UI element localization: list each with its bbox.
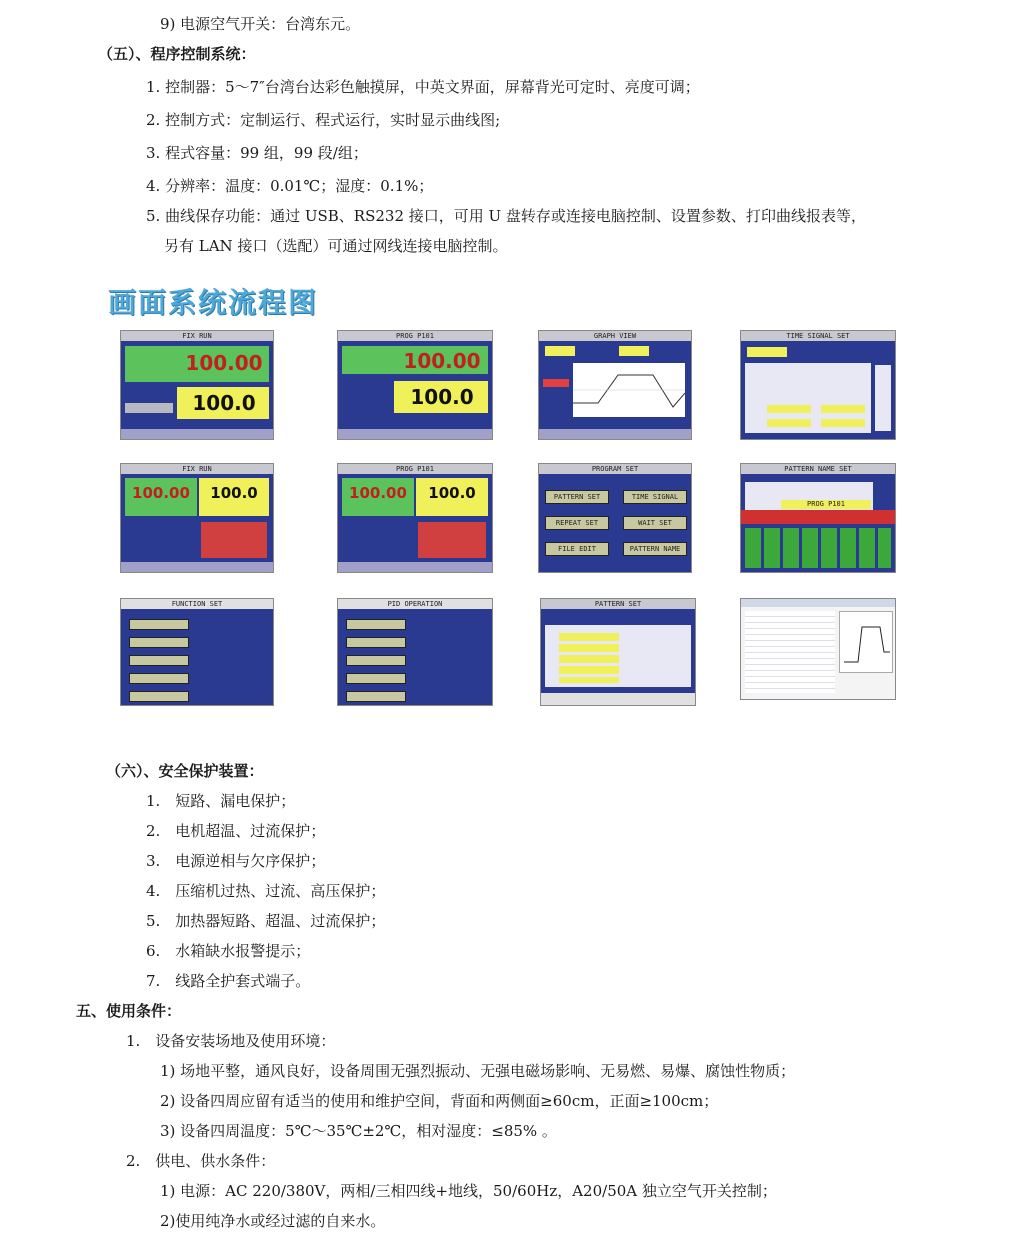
temp-value: 100.00 [185,351,263,375]
condition-2: 2. 供电、供水条件： [126,1152,276,1170]
screen-time-signal [740,330,896,440]
ctrl-item-4: 4. 分辨率：温度：0.01℃；湿度：0.1%； [146,177,434,195]
ctrl-item-3: 3. 程式容量：99 组，99 段/组； [146,144,368,162]
screen-graph [538,330,692,440]
screen-pattern-name [740,463,896,573]
condition-1-item-1: 1) 场地平整，通风良好，设备周围无强烈振动、无强电磁场影响、无易燃、易爆、腐蚀性物质； [160,1062,796,1080]
humi-value: 100.0 [192,391,256,415]
humi-value: 100.0 [210,484,258,502]
section-5-title: （五）、程序控制系统： [98,45,256,63]
flow-chart-title: 画面系统流程图 [108,286,319,319]
condition-1-item-2: 2) 设备四周应留有适当的使用和维护空间，背面和两侧面≥60cm，正面≥100cm； [160,1092,719,1110]
ctrl-item-5: 5. 曲线保存功能：通过 USB、RS232 接口，可用 U 盘转存或连接电脑控制、设置参数、打印曲线报表等， [146,207,866,225]
repeat-set-button[interactable]: REPEAT SET [545,516,609,530]
safety-item-6: 6. 水箱缺水报警提示； [146,942,311,960]
screen-title: FIX RUN [121,464,273,474]
screen-title: PATTERN SET [541,599,695,609]
conditions-title: 五、使用条件： [76,1002,182,1020]
file-edit-button[interactable]: FILE EDIT [545,542,609,556]
humi-value: 100.0 [410,385,474,409]
screen-program-set [538,463,692,573]
safety-item-3: 3. 电源逆相与欠序保护； [146,852,326,870]
screen-title: PROGRAM SET [539,464,691,474]
condition-1-item-3: 3) 设备四周温度：5℃～35℃±2℃，相对湿度：≤85% 。 [160,1122,557,1140]
safety-item-1: 1. 短路、漏电保护； [146,792,296,810]
ctrl-item-5-cont: 另有 LAN 接口（选配）可通过网线连接电脑控制。 [164,237,508,255]
safety-item-4: 4. 压缩机过热、过流、高压保护； [146,882,386,900]
temp-value: 100.00 [349,484,407,502]
screen-title: FUNCTION SET [121,599,273,609]
pattern-name-button[interactable]: PATTERN NAME [623,542,687,556]
screen-title: PROG P101 [338,464,492,474]
pc-curve [840,612,892,672]
section-6-title: （六）、安全保护装置： [106,762,264,780]
ctrl-item-2: 2. 控制方式：定制运行、程式运行，实时显示曲线图; [146,111,501,129]
screen-pc-software [740,598,896,700]
screen-title: TIME SIGNAL SET [741,331,895,341]
screen-title: GRAPH VIEW [539,331,691,341]
pattern-name-value: PROG P101 [807,500,845,508]
condition-1: 1. 设备安装场地及使用环境： [126,1032,336,1050]
condition-2-item-2: 2)使用纯净水或经过滤的自来水。 [160,1212,386,1230]
screen-fix-run-detail [120,463,274,573]
temp-value: 100.00 [132,484,190,502]
screen-title: PID OPERATION [338,599,492,609]
ctrl-item-1: 1. 控制器：5～7″台湾台达彩色触摸屏，中英文界面，屏幕背光可定时、亮度可调； [146,78,700,96]
screen-pattern-set [540,598,696,706]
screen-title: PROG P101 [338,331,492,341]
condition-2-item-1: 1) 电源：AC 220/380V，两相/三相四线+地线，50/60Hz，A20/50A 独立空气开关控制； [160,1182,777,1200]
safety-item-5: 5. 加热器短路、超温、过流保护； [146,912,386,930]
screen-title: FIX RUN [121,331,273,341]
humi-value: 100.0 [428,484,476,502]
screen-fix-run [120,330,274,440]
screen-pid-operation [337,598,493,706]
screen-prog-run-detail [337,463,493,573]
pattern-set-button[interactable]: PATTERN SET [545,490,609,504]
wait-set-button[interactable]: WAIT SET [623,516,687,530]
temp-value: 100.00 [403,349,481,373]
safety-item-7: 7. 线路全护套式端子。 [146,972,311,990]
graph-curve [573,363,685,417]
screen-function-set [120,598,274,706]
screen-prog-run [337,330,493,440]
safety-item-2: 2. 电机超温、过流保护； [146,822,326,840]
item-9: 9) 电源空气开关：台湾东元。 [160,15,361,33]
time-signal-button[interactable]: TIME SIGNAL [623,490,687,504]
screen-title: PATTERN NAME SET [741,464,895,474]
